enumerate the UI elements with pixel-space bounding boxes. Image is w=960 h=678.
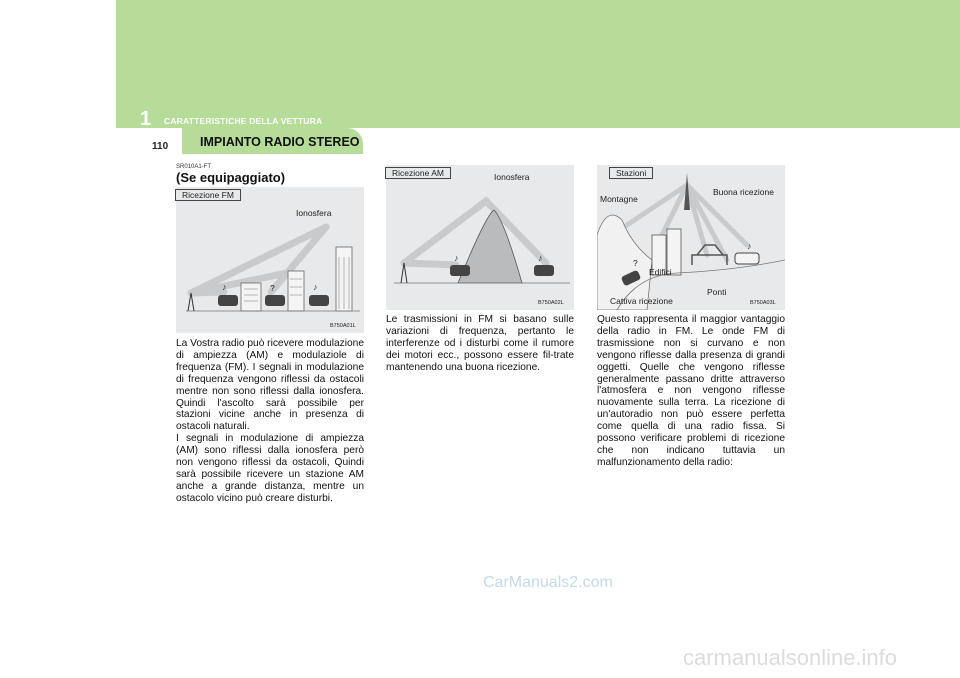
- watermark-carmanuals2[interactable]: CarManuals2.com: [483, 574, 613, 591]
- fm-reception-illustration: [176, 187, 364, 333]
- unknown-mark: ?: [270, 283, 275, 293]
- watermark-carmanualsonline[interactable]: carmanualsonline.info: [683, 645, 898, 670]
- buildings-label: Edifici: [649, 267, 672, 277]
- body-text-left: [176, 338, 364, 505]
- header-band: [116, 0, 960, 128]
- figure-label-fm: Ricezione FM: [175, 189, 241, 201]
- svg-text:♪: ♪: [747, 241, 752, 251]
- svg-text:♪: ♪: [313, 282, 318, 292]
- figure-code: B750A03L: [750, 300, 776, 306]
- page-number: 110: [152, 141, 169, 152]
- section-code: SR010A1-FT: [176, 164, 212, 170]
- body-text-right: [597, 314, 785, 469]
- am-reception-illustration: [386, 165, 574, 310]
- figure-fm-reception: [176, 187, 364, 333]
- section-title: IMPIANTO RADIO STEREO: [200, 135, 360, 149]
- figure-code: B750A02L: [538, 300, 564, 306]
- svg-text:♪: ♪: [454, 253, 459, 263]
- ionosphere-label: Ionosfera: [494, 172, 530, 182]
- svg-text:♪: ♪: [222, 282, 227, 292]
- figure-label-am: Ricezione AM: [385, 167, 451, 179]
- figure-label-stations: Stazioni: [609, 167, 653, 179]
- mountains-label: Montagne: [600, 194, 638, 204]
- figure-code: B750A01L: [330, 323, 356, 329]
- svg-text:♪: ♪: [538, 253, 543, 263]
- bridges-label: Ponti: [707, 287, 727, 297]
- chapter-title: CARATTERISTICHE DELLA VETTURA: [164, 116, 323, 126]
- figure-fm-obstacles: [597, 165, 785, 310]
- paragraph: Le trasmissioni in FM si basano sulle variazioni di frequenza, pertanto le interferenze od i disturbi come il rumore dei motori ecc., possono essere fil-trate mantenendo una buona ricezione.: [386, 314, 574, 373]
- figure-am-reception: [386, 165, 574, 310]
- paragraph: La Vostra radio può ricevere modulazione di ampiezza (AM) e modulaziole di frequenza (FM). I segnali in modulazione di frequenza vengono riflessi da ostacoli mentre non sono riflessi dalla ionosfera. Quindi l'ascolto sarà possibile per stazioni vicine anche in presenza di ostacoli naturali.: [176, 338, 365, 433]
- paragraph: I segnali in modulazione di ampiezza (AM) sono riflessi dalla ionosfera però non vengono riflessi da ostacoli, Quindi sarà possibile ricevere un stazione AM anche a grande distanza, mentre un ostacolo vicino può creare disturbi.: [176, 433, 364, 504]
- good-reception-label: Buona ricezione: [713, 187, 774, 197]
- chapter-number: 1: [140, 108, 152, 130]
- subheading: (Se equipaggiato): [176, 170, 286, 185]
- paragraph: Questo rappresenta il maggior vantaggio della radio in FM. Le onde FM di trasmissione non si curvano e non vengono riflesse dalla presenza di grandi oggetti. Quelle che vengono riflesse generalmente passano dritte attraverso l'atmosfera e non vengono riflesse nuovamente sulla terra. La ricezione di un'autoradio non può essere perfetta come quella di una radio fissa. Si possono verificare problemi di ricezione che non indicano tuttavia un malfunzionamento della radio:: [597, 314, 785, 468]
- ionosphere-label: Ionosfera: [296, 208, 332, 218]
- unknown-mark: ?: [633, 258, 638, 268]
- bad-reception-label: Cattiva ricezione: [610, 296, 673, 306]
- body-text-middle: [386, 314, 574, 374]
